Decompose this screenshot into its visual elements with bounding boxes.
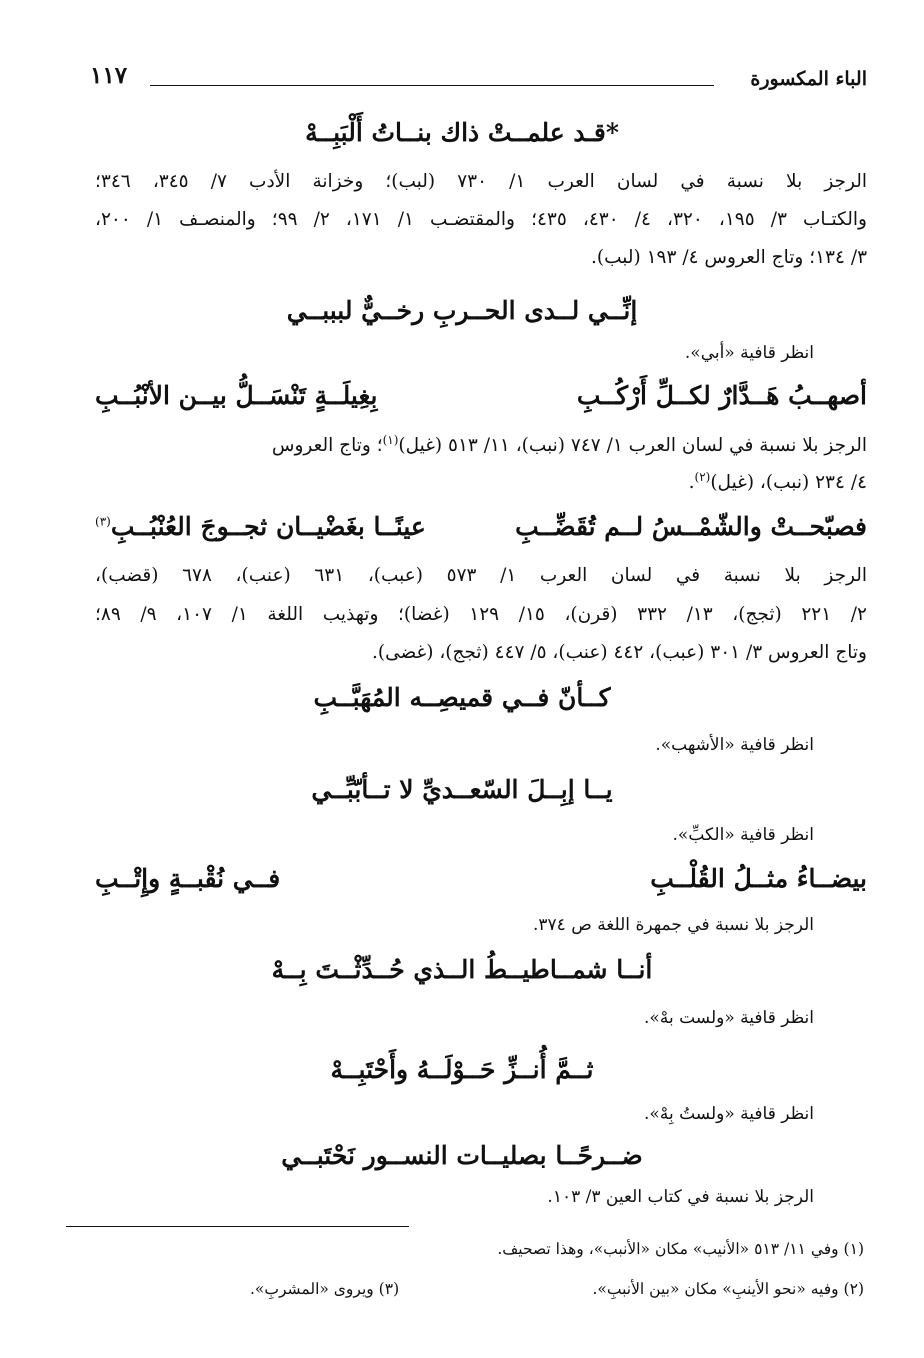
citation-3-line-2-text: ٤/ ٢٣٤ (نبب)، (غيل) (710, 472, 867, 494)
footnote-1: (١) وفي ١١/ ٥١٣ «الأنيب» مكان «الأنبب»، وهذا تصحيف. (497, 1240, 864, 1258)
verse-8: أنــا شمــاطيــطُ الــذي حُــدِّثْــتَ بِــهْ (271, 955, 653, 984)
verse-1: *قـد علمــتْ ذاك بنــاتُ أَلْبَبِــهْ (305, 118, 619, 147)
cross-ref-2: انظر قافية «أبي». (684, 343, 814, 363)
verse-6: يــا إبِــلَ السّعــديِّ لا تــأبّبِّــي (311, 775, 613, 804)
footnote-2: (٢) وفيه «نحو الأينبِ» مكان «بين الأنببِ». (592, 1280, 864, 1298)
citation-4-line-3: وتاج العروس ٣/ ٣٠١ (عبب)، ٤٤٢ (عنب)، ٥/ ٤٤٧ (ثجج)، (غضى). (371, 642, 867, 663)
verse-7-hemistich-left: فــي نُقْبــةٍ وإِتْــبِ (95, 864, 281, 893)
verse-4-hemistich-right: فصبّحــتْ والشّمْــسُ لــم تُقَضِّــبِ (515, 512, 867, 541)
cross-ref-5: انظر قافية «الأشهب». (655, 735, 814, 755)
verse-3-hemistich-right: أصهــبُ هَــدَّارٌ لكــلِّ أَرْكُــبِ (576, 381, 867, 410)
verse-5: كــأنّ فــي قميصِــه المُهَبَّــبِ (313, 683, 611, 712)
header-rule (150, 85, 714, 86)
cross-ref-6: انظر قافية «الكبِّ». (672, 825, 814, 845)
footnote-mark-1: (١) (382, 433, 399, 447)
page-number: ١١٧ (90, 62, 128, 89)
running-title: الباء المكسورة (750, 68, 867, 90)
verse-4-hemistich-left (95, 512, 426, 541)
citation-3-line-1-text: الرجز بلا نسبة في لسان العرب ١/ ٧٤٧ (نبب)، ١١/ ٥١٣ (غيل) (398, 435, 867, 457)
citation-3-line-2: ٤/ ٢٣٤ (نبب)، (غيل)$^{(٢)}$. (688, 470, 867, 494)
citation-3-line-1 (272, 433, 867, 456)
citation-3-line-1-tail: ؛ وتاج العروس (271, 435, 383, 457)
cross-ref-8: انظر قافية «ولست بهْ». (644, 1008, 814, 1028)
citation-4-line-2: ٢/ ٢٢١ (ثجج)، ١٣/ ٣٣٢ (قرن)، ١٥/ ١٢٩ (غضا)؛ وتهذيب اللغة ١/ ١٠٧، ٩/ ٨٩؛ (95, 604, 867, 625)
verse-9: ثــمَّ أُنــزِّ حَــوْلَــهُ وأَحْتَبِــهْ (330, 1055, 594, 1084)
verse-3-hemistich-left: بِغِيلَــةٍ تَنْسَــلُّ بيــن الأنْبُــبِ (95, 381, 378, 410)
citation-1-line-2: والكتـاب ٣/ ١٩٥، ٣٢٠، ٤/ ٤٣٠، ٤٣٥؛ والمقتضـب ١/ ١٧١، ٢/ ٩٩؛ والمنصـف ١/ ٢٠٠، (95, 209, 867, 230)
footnote-mark-2: (٢) (694, 470, 711, 484)
citation-7: الرجز بلا نسبة في جمهرة اللغة ص ٣٧٤. (533, 915, 814, 935)
verse-2: إنِّــي لــدى الحــربِ رخــيٌّ لبببــي (286, 296, 638, 325)
citation-1-line-3: ٣/ ١٣٤؛ وتاج العروس ٤/ ١٩٣ (لبب). (591, 247, 867, 268)
citation-1-line-1: الرجز بلا نسبة في لسان العرب ١/ ٧٣٠ (لبب)؛ وخزانة الأدب ٧/ ٣٤٥، ٣٤٦؛ (95, 171, 867, 192)
verse-4-hemistich-left-text: عينًــا بغَضْيــان ثجــوجَ العُنْبُــبِ (110, 512, 426, 541)
footnote-3: (٣) ويروى «المشربِ». (250, 1280, 400, 1298)
citation-10: الرجز بلا نسبة في كتاب العين ٣/ ١٠٣. (547, 1187, 814, 1207)
verse-7-hemistich-right: بيضــاءُ مثــلُ القُلْــبِ (650, 864, 867, 893)
verse-10: ضــرحًــا بصليــات النســور نَحْتَبــي (281, 1141, 643, 1170)
citation-4-line-1: الرجز بلا نسبة في لسان العرب ١/ ٥٧٣ (عبب)، ٦٣١ (عنب)، ٦٧٨ (قضب)، (95, 565, 867, 586)
footnote-rule (66, 1226, 409, 1227)
cross-ref-9: انظر قافية «ولستُ بِهْ». (644, 1104, 814, 1124)
footnote-mark-3: (٣) (95, 514, 111, 529)
